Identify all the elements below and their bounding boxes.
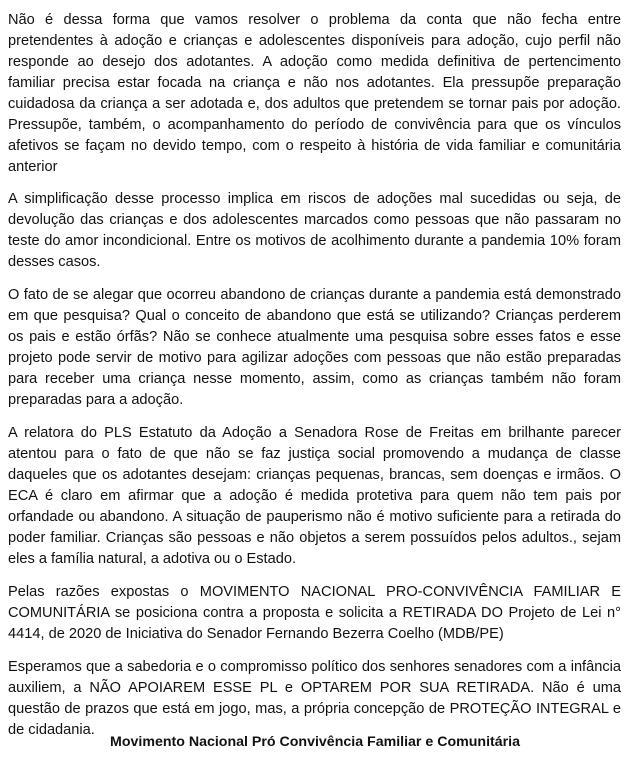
paragraph-closing-request: Esperamos que a sabedoria e o compromisso político dos senhores senadores com a infância auxiliem, a NÃO APOIAREM ESSE PL e OPTAREM POR SUA RETIRADA. Não é uma questão de prazos que está em jogo, mas, a própria concepção de PROTEÇÃO INTEGRAL e de cidadania. [8, 659, 621, 738]
paragraph-simplification-risks: A simplificação desse processo implica em riscos de adoções mal sucedidas ou seja, de devolução das crianças e dos adolescentes marcados como pessoas que não passaram no teste do amor incondicional. Entre os motivos de acolhimento durante a pandemia 10% foram desses casos. [8, 191, 621, 270]
paragraph-abandonment-research: O fato de se alegar que ocorreu abandono de crianças durante a pandemia está demonstrado em que pesquisa? Qual o conceito de abandono que está se utilizando? Crianças perderem os pais e estão órfãs? Não se conhece atualmente uma pesquisa sobre esses fatos e esse projeto pode servir de motivo para agilizar adoções com pessoas que não estão preparadas para receber uma criança nesse momento, assim, como as crianças também não foram preparadas para a adoção. [8, 287, 621, 408]
document-body [8, 0, 621, 741]
paragraph-movement-position: Pelas razões expostas o MOVIMENTO NACIONAL PRO-CONVIVÊNCIA FAMILIAR E COMUNITÁRIA se posiciona contra a proposta e solicita a RETIRADA DO Projeto de Lei n° 4414, de 2020 de Iniciativa do Senador Fernando Bezerra Coelho (MDB/PE) [8, 584, 621, 642]
paragraph-adoption-problem: Não é dessa forma que vamos resolver o problema da conta que não fecha entre pretendentes à adoção e crianças e adolescentes disponíveis para adoção, cujo perfil não responde ao desejo dos adotantes. A adoção como medida definitiva de pertencimento familiar precisa estar focada na criança e não nos adotantes. Ela pressupõe preparação cuidadosa da criança a ser adotada e, dos adultos que pretendem se tornar pais por adoção. Pressupõe, também, o acompanhamento do período de convivência para que os vínculos afetivos se façam no devido tempo, com o respeito à história de vida familiar e comunitária anterior [8, 12, 621, 175]
paragraph-rapporteur-opinion: A relatora do PLS Estatuto da Adoção a Senadora Rose de Freitas em brilhante parecer atentou para o fato de que não se faz justiça social promovendo a mudança de classe daqueles que os adotantes desejam: crianças pequenas, brancas, sem doenças e irmãos. O ECA é claro em afirmar que a adoção é medida protetiva para quem não tem pais por orfandade ou abandono. A situação de pauperismo não é motivo suficiente para a retirada do poder familiar. Crianças são pessoas e não objetos a serem possuídos pelos adultos., sejam eles a família natural, a adotiva ou o Estado. [8, 425, 621, 567]
signature: Movimento Nacional Pró Convivência Familiar e Comunitária [110, 734, 520, 750]
